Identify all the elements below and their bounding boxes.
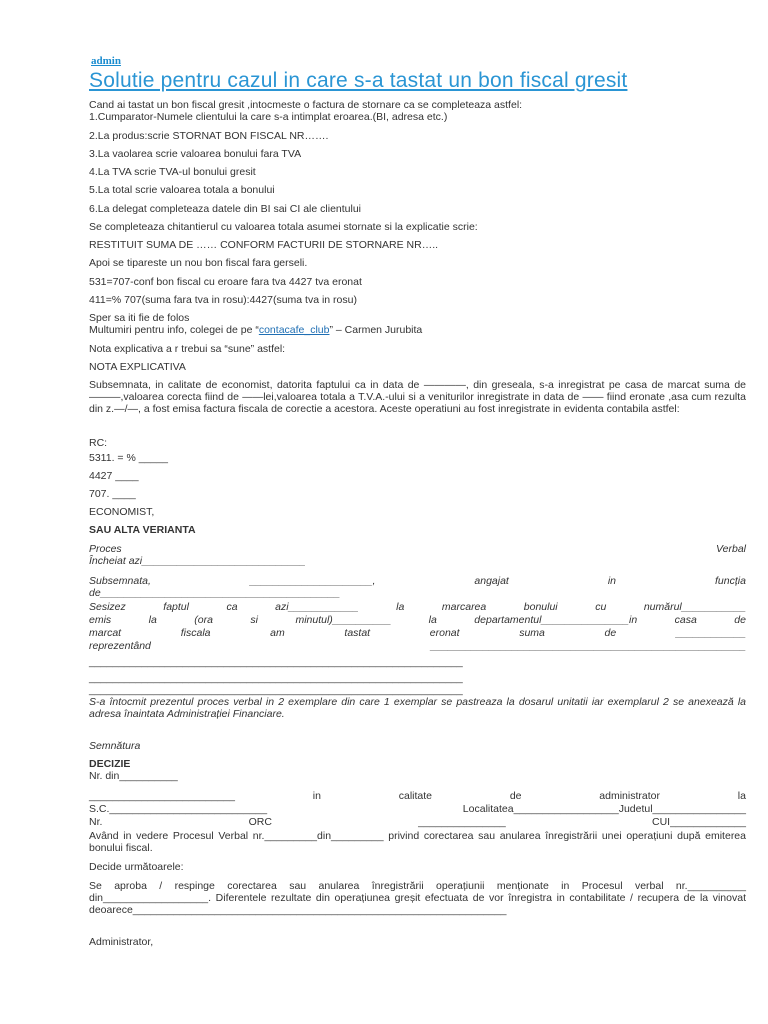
row-word: marcat [89, 627, 122, 639]
row-word: calitate [398, 790, 433, 802]
avand-paragraph: Având in vedere Procesul Verbal nr._________din_________ privind corectarea sau anularea înregistrării unei operațiuni după emiterea bonului fiscal. [89, 830, 746, 854]
marcat-row [89, 627, 746, 639]
account-5311: 5311. = % _____ [89, 452, 168, 464]
row-word: in [607, 575, 617, 587]
row-word: in [312, 790, 321, 802]
decide-label: Decide următoarele: [89, 861, 184, 873]
row-word: la [737, 790, 746, 802]
sper-line: Sper sa iti fie de folos [89, 312, 190, 324]
intro-item-6: 6.La delegat completeaza datele din BI sai CI ale clientului [89, 203, 362, 215]
row-word: si [250, 614, 258, 626]
row-word: cu [595, 601, 607, 613]
row-word: departamentul_______________in [474, 614, 638, 626]
restituit-line: RESTITUIT SUMA DE …… CONFORM FACTURII DE STORNARE NR….. [89, 239, 439, 251]
account-4427: 4427 ____ [89, 470, 139, 482]
account-line-1: 531=707-conf bon fiscal cu eroare fara tva 4427 tva eronat [89, 276, 362, 288]
row-word: suma [519, 627, 545, 639]
intro-item-3: 3.La vaolarea scrie valoarea bonului fara TVA [89, 148, 302, 160]
contacafe-link[interactable]: contacafe_club [258, 324, 330, 336]
emis-row [89, 614, 746, 626]
decizie-row-3 [89, 816, 746, 828]
decizie-nr: Nr. din__________ [89, 770, 178, 782]
varianta-heading: SAU ALTA VERIANTA [89, 524, 196, 536]
rc-label: RC: [89, 437, 108, 449]
row-word: tastat [344, 627, 371, 639]
semnatura-label: Semnătura [89, 740, 141, 752]
row-word: la [148, 614, 157, 626]
incheiat-line: Încheiat azi____________________________ [89, 555, 306, 567]
blank-line: ________________________________________________________________ [89, 656, 463, 668]
de-line: de_________________________________________ [89, 587, 341, 599]
row-word: Nr. [89, 816, 103, 828]
thanks-line [89, 324, 422, 336]
intro-item-5: 5.La total scrie valoarea totala a bonului [89, 184, 275, 196]
apoi-line: Apoi se tipareste un nou bon fiscal fara gerseli. [89, 257, 308, 269]
subsemnata-row [89, 575, 746, 587]
account-707: 707. ____ [89, 488, 136, 500]
account-line-2: 411=% 707(suma fara tva in rosu):4427(suma tva in rosu) [89, 294, 357, 306]
row-word: angajat [474, 575, 509, 587]
row-word: CUI_____________ [651, 816, 746, 828]
page-title[interactable]: Solutie pentru cazul in care s-a tastat un bon fiscal gresit [89, 69, 628, 92]
exemplare-paragraph: S-a întocmit prezentul proces verbal in 2 exemplare din care 1 exemplar se pastreaza la dosarul unitatii iar exemplarul 2 se anexează la adresa înaintata Administrației Financiare. [89, 696, 746, 720]
row-word: ____________ [675, 627, 746, 639]
row-word: casa [674, 614, 697, 626]
row-word: azi____________ [275, 601, 359, 613]
row-word: de [604, 627, 617, 639]
row-word: la [396, 601, 405, 613]
nota-intro: Nota explicativa a r trebui sa “sune” astfel: [89, 343, 286, 355]
reprezentand-row [89, 640, 746, 652]
administrator-label: Administrator, [89, 936, 154, 948]
row-word: S.C.___________________________ [89, 803, 268, 815]
blank-line: ________________________________________________________________ [89, 684, 463, 696]
economist-label: ECONOMIST, [89, 506, 155, 518]
blank-line: ________________________________________________________________ [89, 672, 463, 684]
row-word: _________________________ [89, 790, 235, 802]
proces-word: Proces [89, 543, 122, 555]
row-word: funcția [715, 575, 746, 587]
row-word: (ora [194, 614, 213, 626]
nota-paragraph: Subsemnata, in calitate de economist, datorita faptului ca in data de ————, din greseala, s-a inregistrat pe casa de marcat suma de ———,valoarea corecta fiind de ——lei,valoarea totala a T.V.A.-ului si a veniturilor inregistrate in data de —— fiind eronate ,asa cum rezulta din z.—/—, a fost emisa factura fiscala de corectie a acestora. Aceste operatiuni au fost inregistrate in evidenta contabila astfel: [89, 379, 746, 415]
decizie-row-1 [89, 790, 746, 802]
row-word: ORC [248, 816, 272, 828]
se-aproba-paragraph: Se aproba / respinge corectarea sau anularea înregistrării operațiunii menționate in Procesul verbal nr.__________ din__________________. Diferentele rezultate din operațiunea greșit efectuata de vor înregistra in contabilitate / recupera de la vinovat deoarece________________________________________________________________ [89, 880, 746, 916]
row-word: emis [89, 614, 112, 626]
verbal-word: Verbal [716, 543, 746, 555]
row-word: reprezentând [89, 640, 151, 652]
row-word: am [270, 627, 285, 639]
intro-item-1: 1.Cumparator-Numele clientului la care s-a intimplat eroarea.(BI, adresa etc.) [89, 111, 448, 123]
row-word: Sesizez [89, 601, 126, 613]
row-word: ca [226, 601, 238, 613]
thanks-prefix: Multumiri pentru info, colegei de pe “ [89, 324, 259, 336]
row-word: numărul___________ [643, 601, 746, 613]
row-word: _______________ [418, 816, 506, 828]
row-word: marcarea [441, 601, 487, 613]
proces-verbal-title [89, 543, 746, 555]
row-word: administrator [599, 790, 660, 802]
row-word: minutul)__________ [295, 614, 392, 626]
row-word: eronat [429, 627, 460, 639]
row-word: de [509, 790, 522, 802]
row-word: _____________________, [249, 575, 376, 587]
row-word: ______________________________________________________ [430, 640, 746, 652]
thanks-suffix: ” – Carmen Jurubita [329, 324, 423, 336]
row-word: faptul [163, 601, 189, 613]
intro-item-4: 4.La TVA scrie TVA-ul bonului gresit [89, 166, 256, 178]
row-word: de [734, 614, 746, 626]
decizie-heading: DECIZIE [89, 758, 131, 770]
row-word: Subsemnata, [89, 575, 151, 587]
nota-heading: NOTA EXPLICATIVA [89, 361, 186, 373]
row-word: Localitatea__________________Judetul________________ [462, 803, 746, 815]
intro-item-2: 2.La produs:scrie STORNAT BON FISCAL NR……. [89, 130, 329, 142]
intro-line: Cand ai tastat un bon fiscal gresit ,intocmeste o factura de stornare ca se completeaza astfel: [89, 99, 523, 111]
row-word: bonului [523, 601, 558, 613]
row-word: fiscala [180, 627, 211, 639]
decizie-row-2 [89, 803, 746, 815]
row-word: la [428, 614, 437, 626]
chitantier-line: Se completeaza chitantierul cu valoarea totala asumei stornate si la explicatie scrie: [89, 221, 478, 233]
sesizez-row [89, 601, 746, 613]
author-link[interactable]: admin [91, 55, 121, 67]
